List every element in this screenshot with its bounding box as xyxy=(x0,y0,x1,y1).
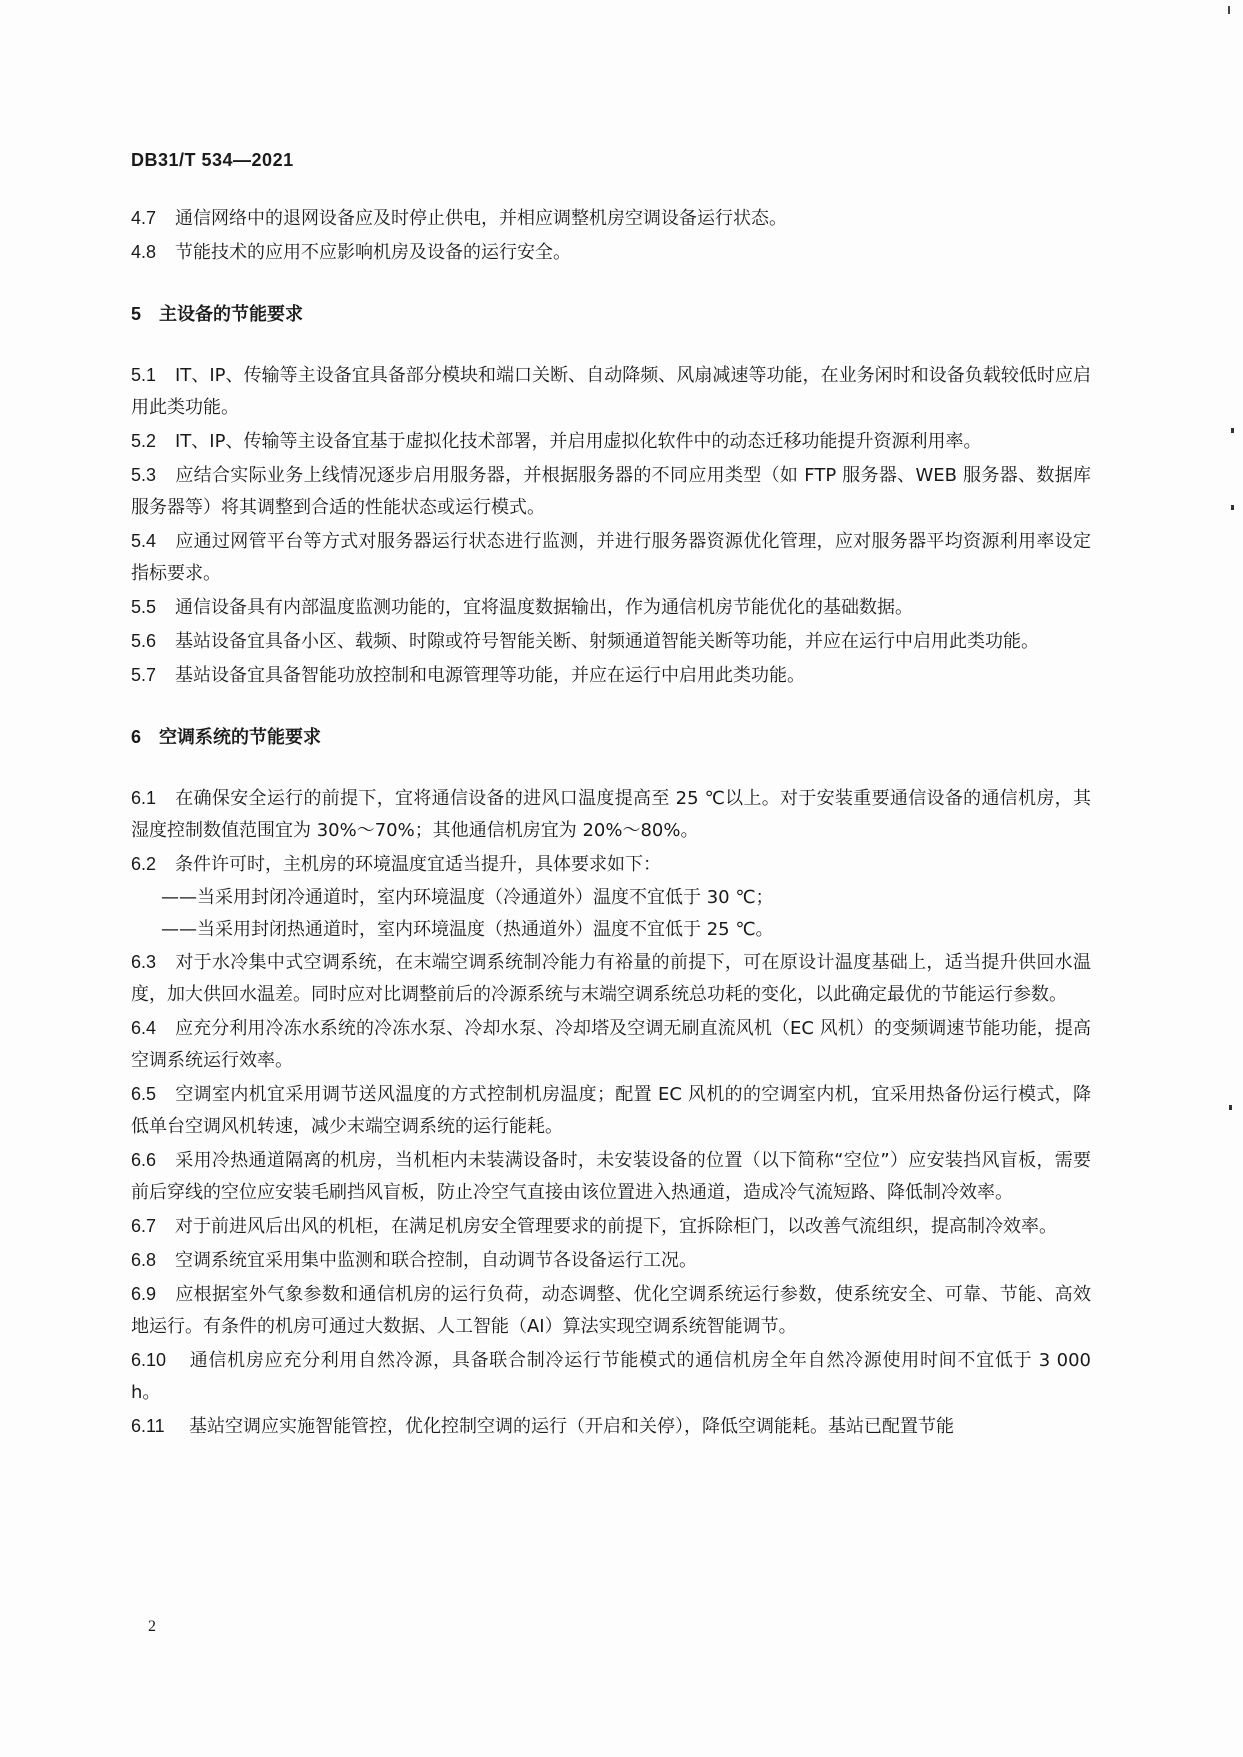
section-spacer xyxy=(131,270,1091,298)
section-title: 空调系统的节能要求 xyxy=(159,727,321,748)
clause-number: 6.2 xyxy=(131,854,157,874)
clause-number: 5.7 xyxy=(131,665,157,685)
clause-text: 通信网络中的退网设备应及时停止供电，并相应调整机房空调设备运行状态。 xyxy=(175,208,787,229)
clause-paragraph xyxy=(131,1244,1091,1277)
clause-number: 5.1 xyxy=(131,365,157,385)
clause-number: 4.7 xyxy=(131,208,157,228)
clause-number: 6.3 xyxy=(131,952,157,972)
clause-text: 应充分利用冷冻水系统的冷冻水泵、冷却水泵、冷却塔及空调无刷直流风机（EC 风机）的变频调速节能功能，提高空调系统运行效率。 xyxy=(131,1018,1091,1071)
clause-text: 空调室内机宜采用调节送风温度的方式控制机房温度；配置 EC 风机的的空调室内机，宜采用热备份运行模式，降低单台空调风机转速，减少末端空调系统的运行能耗。 xyxy=(131,1084,1091,1137)
clause-text: 基站空调应实施智能管控，优化控制空调的运行（开启和关停），降低空调能耗。基站已配置节能 xyxy=(189,1416,954,1437)
clause-paragraph xyxy=(131,591,1091,624)
clause-text: 基站设备宜具备小区、载频、时隙或符号智能关断、射频通道智能关断等功能，并应在运行中启用此类功能。 xyxy=(175,631,1039,652)
clause-text: 对于前进风后出风的机柜，在满足机房安全管理要求的前提下，宜拆除柜门，以改善气流组织，提高制冷效率。 xyxy=(175,1216,1057,1237)
section-heading xyxy=(131,298,1091,331)
clause-paragraph xyxy=(131,425,1091,458)
clause-paragraph xyxy=(131,236,1091,269)
clause-paragraph xyxy=(131,1410,1091,1443)
clause-number: 6.11 xyxy=(131,1416,165,1436)
clause-paragraph xyxy=(131,359,1091,424)
clause-number: 6.8 xyxy=(131,1250,157,1270)
scan-edge-mark xyxy=(1228,6,1230,14)
clause-text: IT、IP、传输等主设备宜具备部分模块和端口关断、自动降频、风扇减速等功能，在业务闲时和设备负载较低时应启用此类功能。 xyxy=(131,365,1091,418)
clause-text: IT、IP、传输等主设备宜基于虚拟化技术部署，并启用虚拟化软件中的动态迁移功能提升资源利用率。 xyxy=(175,431,982,452)
section-spacer xyxy=(131,693,1091,721)
section-spacer xyxy=(131,331,1091,359)
clause-number: 6.6 xyxy=(131,1150,157,1170)
clause-text: 应根据室外气象参数和通信机房的运行负荷，动态调整、优化空调系统运行参数，使系统安全、可靠、节能、高效地运行。有条件的机房可通过大数据、人工智能（AI）算法实现空调系统智能调节。 xyxy=(131,1284,1091,1337)
clause-number: 6.4 xyxy=(131,1018,157,1038)
clause-paragraph xyxy=(131,1278,1091,1343)
clause-paragraph xyxy=(131,202,1091,235)
clause-paragraph xyxy=(131,1078,1091,1143)
scan-edge-mark xyxy=(1229,1105,1232,1110)
clause-number: 5.5 xyxy=(131,597,157,617)
clause-text: 在确保安全运行的前提下，宜将通信设备的进风口温度提高至 25 ℃以上。对于安装重要通信设备的通信机房，其湿度控制数值范围宜为 30%～70%；其他通信机房宜为 20%～80%。 xyxy=(131,788,1091,841)
clause-paragraph xyxy=(131,848,1091,881)
clause-number: 5.4 xyxy=(131,531,157,551)
clause-number: 6.5 xyxy=(131,1084,157,1104)
page-number: 2 xyxy=(148,1618,156,1635)
clause-text: 空调系统宜采用集中监测和联合控制，自动调节各设备运行工况。 xyxy=(175,1250,697,1271)
section-spacer xyxy=(131,754,1091,782)
clause-text: 通信机房应充分利用自然冷源，具备联合制冷运行节能模式的通信机房全年自然冷源使用时间不宜低于 3 000 h。 xyxy=(131,1350,1091,1403)
clause-number: 5.2 xyxy=(131,431,157,451)
clause-number: 5.6 xyxy=(131,631,157,651)
clause-text: 基站设备宜具备智能功放控制和电源管理等功能，并应在运行中启用此类功能。 xyxy=(175,665,805,686)
clause-number: 6.1 xyxy=(131,788,157,808)
clause-text: 采用冷热通道隔离的机房，当机柜内未装满设备时，未安装设备的位置（以下简称“空位”）应安装挡风盲板，需要前后穿线的空位应安装毛刷挡风盲板，防止冷空气直接由该位置进入热通道，造成冷气流短路、降低制冷效率。 xyxy=(131,1150,1091,1203)
clause-text: 对于水冷集中式空调系统，在末端空调系统制冷能力有裕量的前提下，可在原设计温度基础上，适当提升供回水温度，加大供回水温差。同时应对比调整前后的冷源系统与末端空调系统总功耗的变化，以此确定最优的节能运行参数。 xyxy=(131,952,1091,1005)
dash-list-item: ——当采用封闭热通道时，室内环境温度（热通道外）温度不宜低于 25 ℃。 xyxy=(161,919,774,940)
clause-paragraph xyxy=(131,459,1091,524)
clause-number: 4.8 xyxy=(131,242,157,262)
scan-edge-mark xyxy=(1231,428,1234,433)
clause-paragraph xyxy=(131,1012,1091,1077)
clause-number: 6.7 xyxy=(131,1216,157,1236)
clause-number: 5.3 xyxy=(131,465,157,485)
clause-paragraph xyxy=(131,525,1091,590)
clause-paragraph xyxy=(131,1344,1091,1409)
clause-text: 节能技术的应用不应影响机房及设备的运行安全。 xyxy=(175,242,571,263)
clause-paragraph xyxy=(131,1210,1091,1243)
clause-paragraph xyxy=(131,659,1091,692)
section-number: 6 xyxy=(131,727,142,747)
standard-code-header: DB31/T 534—2021 xyxy=(131,150,294,170)
section-title: 主设备的节能要求 xyxy=(159,304,303,325)
dash-list-item: ——当采用封闭冷通道时，室内环境温度（冷通道外）温度不宜低于 30 ℃； xyxy=(161,887,774,908)
clause-text: 条件许可时，主机房的环境温度宜适当提升，具体要求如下： xyxy=(175,854,661,875)
clause-text: 通信设备具有内部温度监测功能的，宜将温度数据输出，作为通信机房节能优化的基础数据。 xyxy=(175,597,913,618)
clause-text: 应结合实际业务上线情况逐步启用服务器，并根据服务器的不同应用类型（如 FTP 服务器、WEB 服务器、数据库服务器等）将其调整到合适的性能状态或运行模式。 xyxy=(131,465,1091,518)
section-number: 5 xyxy=(131,304,142,324)
clause-number: 6.9 xyxy=(131,1284,157,1304)
clause-paragraph xyxy=(131,1144,1091,1209)
scan-edge-mark xyxy=(1231,505,1234,510)
clause-number: 6.10 xyxy=(131,1350,167,1370)
clause-paragraph xyxy=(131,782,1091,847)
clause-paragraph xyxy=(131,625,1091,658)
document-body xyxy=(131,202,1091,1444)
clause-paragraph xyxy=(131,946,1091,1011)
section-heading xyxy=(131,721,1091,754)
clause-text: 应通过网管平台等方式对服务器运行状态进行监测，并进行服务器资源优化管理，应对服务器平均资源利用率设定指标要求。 xyxy=(131,531,1091,584)
